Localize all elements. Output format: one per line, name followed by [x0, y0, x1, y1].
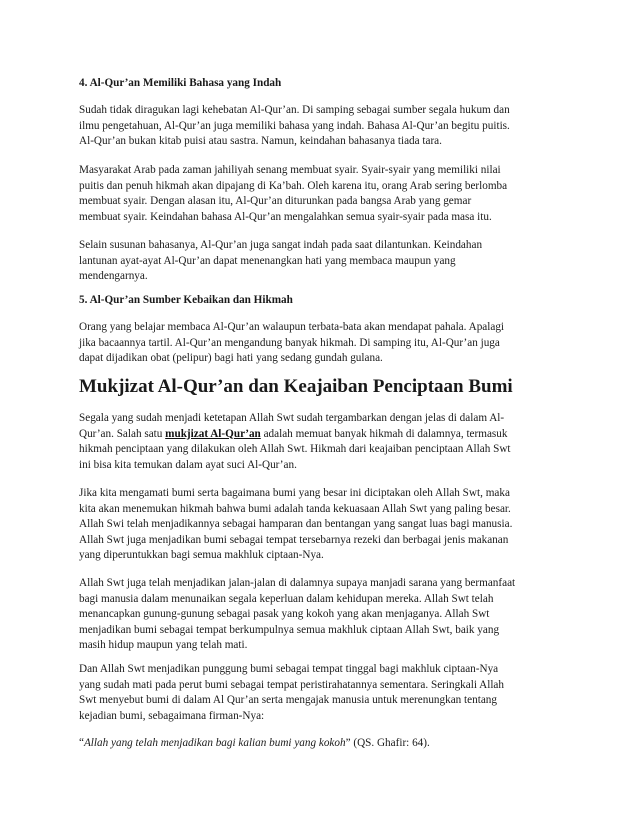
paragraph-line: ini bisa kita temukan dalam ayat suci Al-Qur’an. [79, 458, 297, 471]
quote-citation: ” (QS. Ghafir: 64). [345, 737, 430, 749]
paragraph-line: puitis dan penuh hikmah akan dipajang di Ka’bah. Oleh karena itu, orang Arab sering berlomba [79, 179, 508, 192]
paragraph-line: lantunan ayat-ayat Al-Qur’an dapat menenangkan hati yang membaca maupun yang [79, 254, 456, 267]
paragraph-line: Sudah tidak diragukan lagi kehebatan Al-Qur’an. Di samping sebagai sumber segala hukum dan [79, 104, 510, 116]
paragraph-line: yang diperuntukkan bagi semua makhluk ciptaan-Nya. [79, 549, 324, 561]
paragraph-line: membuat syair. Keindahan bahasa Al-Qur’an mengalahkan semua syair-syair pada masa itu. [79, 210, 492, 223]
paragraph-1 [79, 103, 569, 150]
paragraph-line: membuat syair. Dengan alasan itu, Al-Qur’an diturunkan pada bangsa Arab yang gemar [79, 195, 472, 207]
paragraph-line: bagi manusia dalam menunaikan segala keperluan dalam kehidupan mereka. Allah Swt telah [79, 592, 494, 605]
paragraph-5 [79, 411, 569, 473]
paragraph-line: yang sudah mati pada perut bumi sebagai tempat peristirahatannya sementara. Seringkali Allah [79, 678, 504, 691]
paragraph-7 [79, 576, 569, 654]
paragraph-4 [79, 320, 569, 367]
paragraph-line: menancapkan gunung-gunung sebagai pasak yang kokoh yang akan menjaganya. Allah Swt [79, 608, 490, 620]
paragraph-3 [79, 238, 569, 285]
paragraph-text: adalah memuat banyak hikmah di dalamnya, termasuk [260, 427, 508, 440]
paragraph-line: Swt menyebut bumi di dalam Al Qur’an serta mengajak manusia untuk merenungkan tentang [79, 694, 497, 706]
quote-line [79, 736, 569, 752]
paragraph-line: Masyarakat Arab pada zaman jahiliyah senang membuat syair. Syair-syair yang memiliki nilai [79, 164, 501, 176]
paragraph-line: Segala yang sudah menjadi ketetapan Allah Swt sudah tergambarkan dengan jelas di dalam Al- [79, 412, 505, 424]
paragraph-line: Al-Qur’an bukan kitab puisi atau sastra. Namun, keindahan bahasanya tiada tara. [79, 135, 442, 147]
paragraph-line: hikmah penciptaan yang dilakukan oleh Allah Swt. Hikmah dari keajaiban penciptaan Allah Swt [79, 443, 511, 455]
paragraph-line: masih hidup maupun yang telah mati. [79, 639, 248, 651]
paragraph-line: mendengarnya. [79, 270, 148, 282]
paragraph-line [79, 427, 569, 443]
paragraph-line: jika bacaannya tartil. Al-Qur’an mengandung banyak hikmah. Di samping itu, Al-Qur’an juga [79, 336, 500, 349]
section-heading-5: 5. Al-Qur’an Sumber Kebaikan dan Hikmah [79, 294, 293, 306]
paragraph-line: Allah Swi telah menjadikannya sebagai hamparan dan bentangan yang sangat luas bagi manusia. [79, 518, 513, 530]
paragraph-2 [79, 163, 569, 225]
paragraph-line: Allah Swt juga menjadikan bumi sebagai tempat tersebarnya rezeki dan berbagai jenis makanan [79, 533, 509, 546]
paragraph-line: menjadikan bumi sebagai tempat berkumpulnya semua makhluk ciptaan Allah Swt, baik yang [79, 623, 500, 636]
paragraph-line: kejadian bumi, sebagaimana firman-Nya: [79, 709, 265, 722]
paragraph-line: Dan Allah Swt menjadikan punggung bumi sebagai tempat tinggal bagi makhluk ciptaan-Nya [79, 663, 499, 675]
paragraph-line: Selain susunan bahasanya, Al-Qur’an juga sangat indah pada saat dilantunkan. Keindahan [79, 239, 483, 251]
paragraph-line: Orang yang belajar membaca Al-Qur’an walaupun terbata-bata akan mendapat pahala. Apalagi [79, 321, 505, 333]
quote-open: “ [79, 737, 84, 749]
paragraph-line: Allah Swt juga telah menjadikan jalan-jalan di dalamnya supaya manjadi sarana yang bermanfaat [79, 577, 516, 589]
quote-text: Allah yang telah menjadikan bagi kalian bumi yang kokoh [83, 737, 346, 749]
paragraph-line: ilmu pengetahuan, Al-Qur’an juga memiliki bahasa yang indah. Bahasa Al-Qur’an begitu puitis. [79, 119, 510, 132]
quote [79, 736, 569, 752]
section-heading-4: 4. Al-Qur’an Memiliki Bahasa yang Indah [79, 77, 282, 89]
paragraph-8 [79, 662, 569, 724]
paragraph-line: Jika kita mengamati bumi serta bagaimana bumi yang besar ini diciptakan oleh Allah Swt, maka [79, 487, 510, 499]
main-heading: Mukjizat Al-Qur’an dan Keajaiban Penciptaan Bumi [79, 376, 513, 397]
mukjizat-link[interactable]: mukjizat Al-Qur’an [165, 427, 261, 440]
paragraph-line: kita akan menemukan hikmah bahwa bumi adalah tanda kekuasaan Allah Swt yang paling besar. [79, 502, 511, 515]
paragraph-text: Qur’an. Salah satu [79, 427, 166, 440]
paragraph-line: dapat dijadikan obat (pelipur) bagi hati yang sedang gundah gulana. [79, 352, 383, 364]
paragraph-6 [79, 486, 569, 564]
